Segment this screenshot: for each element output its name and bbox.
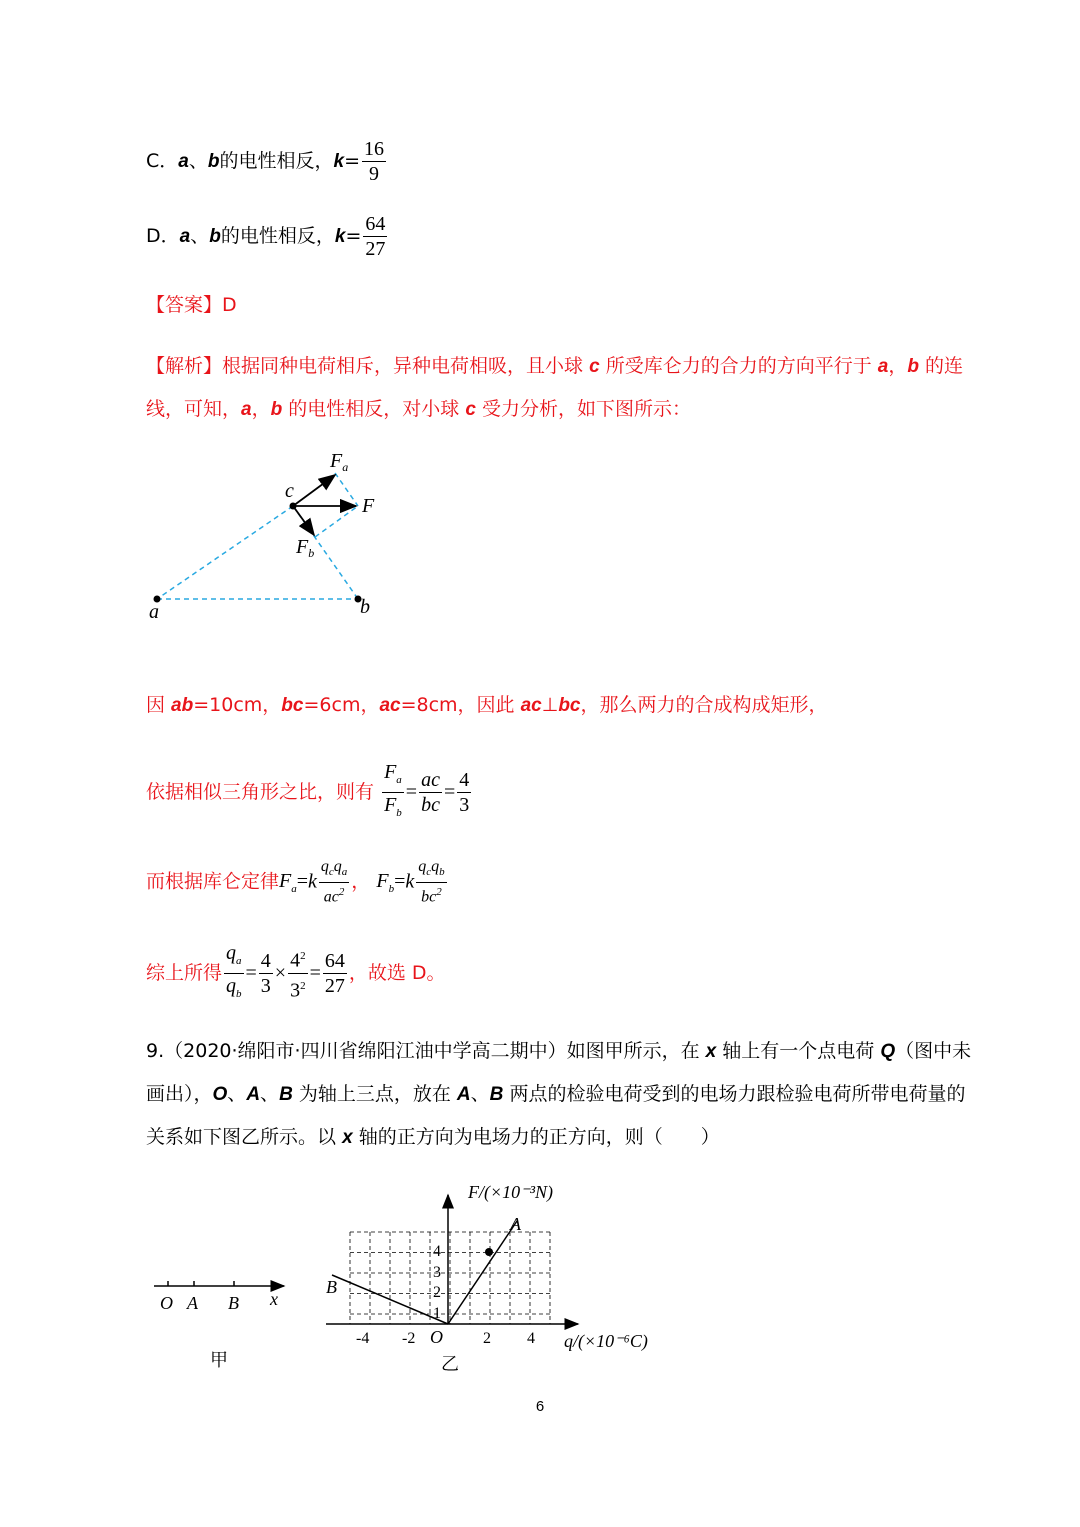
label-fa: F	[330, 450, 343, 472]
analysis-bracket: 【解析】	[146, 355, 223, 377]
label-o-jia: O	[160, 1293, 173, 1313]
force-diagram	[140, 445, 400, 625]
step-1: 因 ab=10cm，bc=6cm，ac=8cm，因此 ac⊥bc，那么两力的合成构成矩形，	[146, 694, 828, 716]
label-b: b	[360, 596, 370, 618]
label-b-jia: B	[228, 1293, 239, 1313]
answer-value: D	[222, 294, 237, 316]
x-tick-neg4: -4	[356, 1330, 370, 1347]
option-d-label: D．	[146, 225, 180, 247]
step-4: 综上所得 $\frac{q_a}{q_b}$ = $\frac{4}{3}$ × $\frac{4^2}{3^2}$ = $\frac{64}{27}$ ，故选 D。	[146, 941, 446, 1006]
point-a-label: A	[510, 1214, 521, 1234]
option-c: C．a、b的电性相反，k= $\frac{16}{9}$	[146, 138, 384, 185]
y-tick-2: 2	[433, 1284, 441, 1301]
page-number: 6	[535, 1398, 545, 1415]
question-9-line-1: 9.（2020·绵阳市·四川省绵阳江油中学高二期中）如图甲所示，在 x 轴上有一个点电荷 Q（图中未	[146, 1040, 972, 1062]
label-fb: F	[296, 536, 309, 558]
answer	[146, 292, 237, 318]
ratio-fa-fb: $\frac{F_a}{F_b}$	[384, 761, 402, 819]
figure-yi	[320, 1175, 660, 1375]
step-2: 依据相似三角形之比，则有 $\frac{F_a}{F_b}$ = $\frac{ac}{bc}$ = $\frac{4}{3}$	[146, 760, 473, 825]
option-d: D．a、b的电性相反，k= $\frac{64}{27}$	[146, 213, 386, 260]
ratio-qa-qb: $\frac{q_a}{q_b}$	[226, 942, 242, 1000]
x-tick-2: 2	[483, 1330, 491, 1347]
dashed-fb-f	[315, 506, 358, 537]
caption-jia: 甲	[210, 1350, 228, 1371]
analysis-line-2: 线，可知，a，b 的电性相反，对小球 c 受力分析，如下图所示：	[146, 398, 691, 420]
question-9-line-3: 关系如下图乙所示。以 x 轴的正方向为电场力的正方向，则（ ）	[146, 1126, 720, 1148]
arrow-fb	[293, 506, 314, 535]
question-number: 9.	[146, 1040, 165, 1062]
analysis-line-1: 【解析】根据同种电荷相斥，异种电荷相吸，且小球 c 所受库仑力的合力的方向平行于 a，b 的连	[146, 355, 964, 377]
x-axis-label: q/(×10⁻⁶C)	[564, 1331, 648, 1351]
coulomb-fa-fraction: $\frac{q_cq_a}{ac^2}$	[320, 858, 348, 906]
ratio-ac-bc: $\frac{ac}{bc}$	[421, 769, 440, 816]
label-x-jia: x	[270, 1289, 278, 1309]
x-tick-neg2: -2	[402, 1330, 416, 1347]
y-tick-1: 1	[433, 1305, 441, 1322]
svg-text:Fa: $F_a$	[330, 450, 349, 474]
dashed-fa-f	[335, 473, 358, 506]
point-c	[290, 503, 297, 510]
step-3: 而根据库仑定律$F_a=k$ $\frac{q_cq_a}{ac^2}$ ， $F_b=k$ $\frac{q_cq_b}{bc^2}$	[146, 858, 445, 906]
option-d-fraction: $\frac{64}{27}$	[365, 213, 386, 260]
answer-bracket: 【答案】	[146, 294, 223, 316]
y-axis-label: F/(×10⁻³N)	[468, 1182, 554, 1202]
label-a-jia: A	[187, 1293, 198, 1313]
dashed-ca	[157, 506, 293, 599]
origin-label: O	[430, 1327, 443, 1347]
point-b-label: B	[326, 1277, 337, 1297]
caption-yi: 乙	[441, 1354, 459, 1375]
y-tick-4: 4	[433, 1243, 441, 1260]
figure-jia	[148, 1270, 298, 1380]
label-a: a	[149, 601, 159, 623]
line-a	[448, 1221, 517, 1324]
label-f: F	[362, 495, 375, 517]
x-tick-4: 4	[527, 1330, 535, 1347]
label-c: c	[285, 480, 294, 502]
svg-text:Fb: $F_b$	[296, 536, 315, 560]
arrow-fa	[293, 475, 335, 506]
ratio-4-3: $\frac{4}{3}$	[459, 769, 470, 816]
question-9-line-2: 画出），O、A、B 为轴上三点，放在 A、B 两点的检验电荷受到的电场力跟检验电荷所带电荷量的	[146, 1083, 966, 1105]
y-tick-3: 3	[433, 1264, 441, 1281]
option-c-label: C．	[146, 150, 179, 172]
coulomb-fb-fraction: $\frac{q_cq_b}{bc^2}$	[418, 858, 445, 906]
option-c-fraction: $\frac{16}{9}$	[364, 138, 384, 185]
point-a-yi	[485, 1248, 493, 1256]
